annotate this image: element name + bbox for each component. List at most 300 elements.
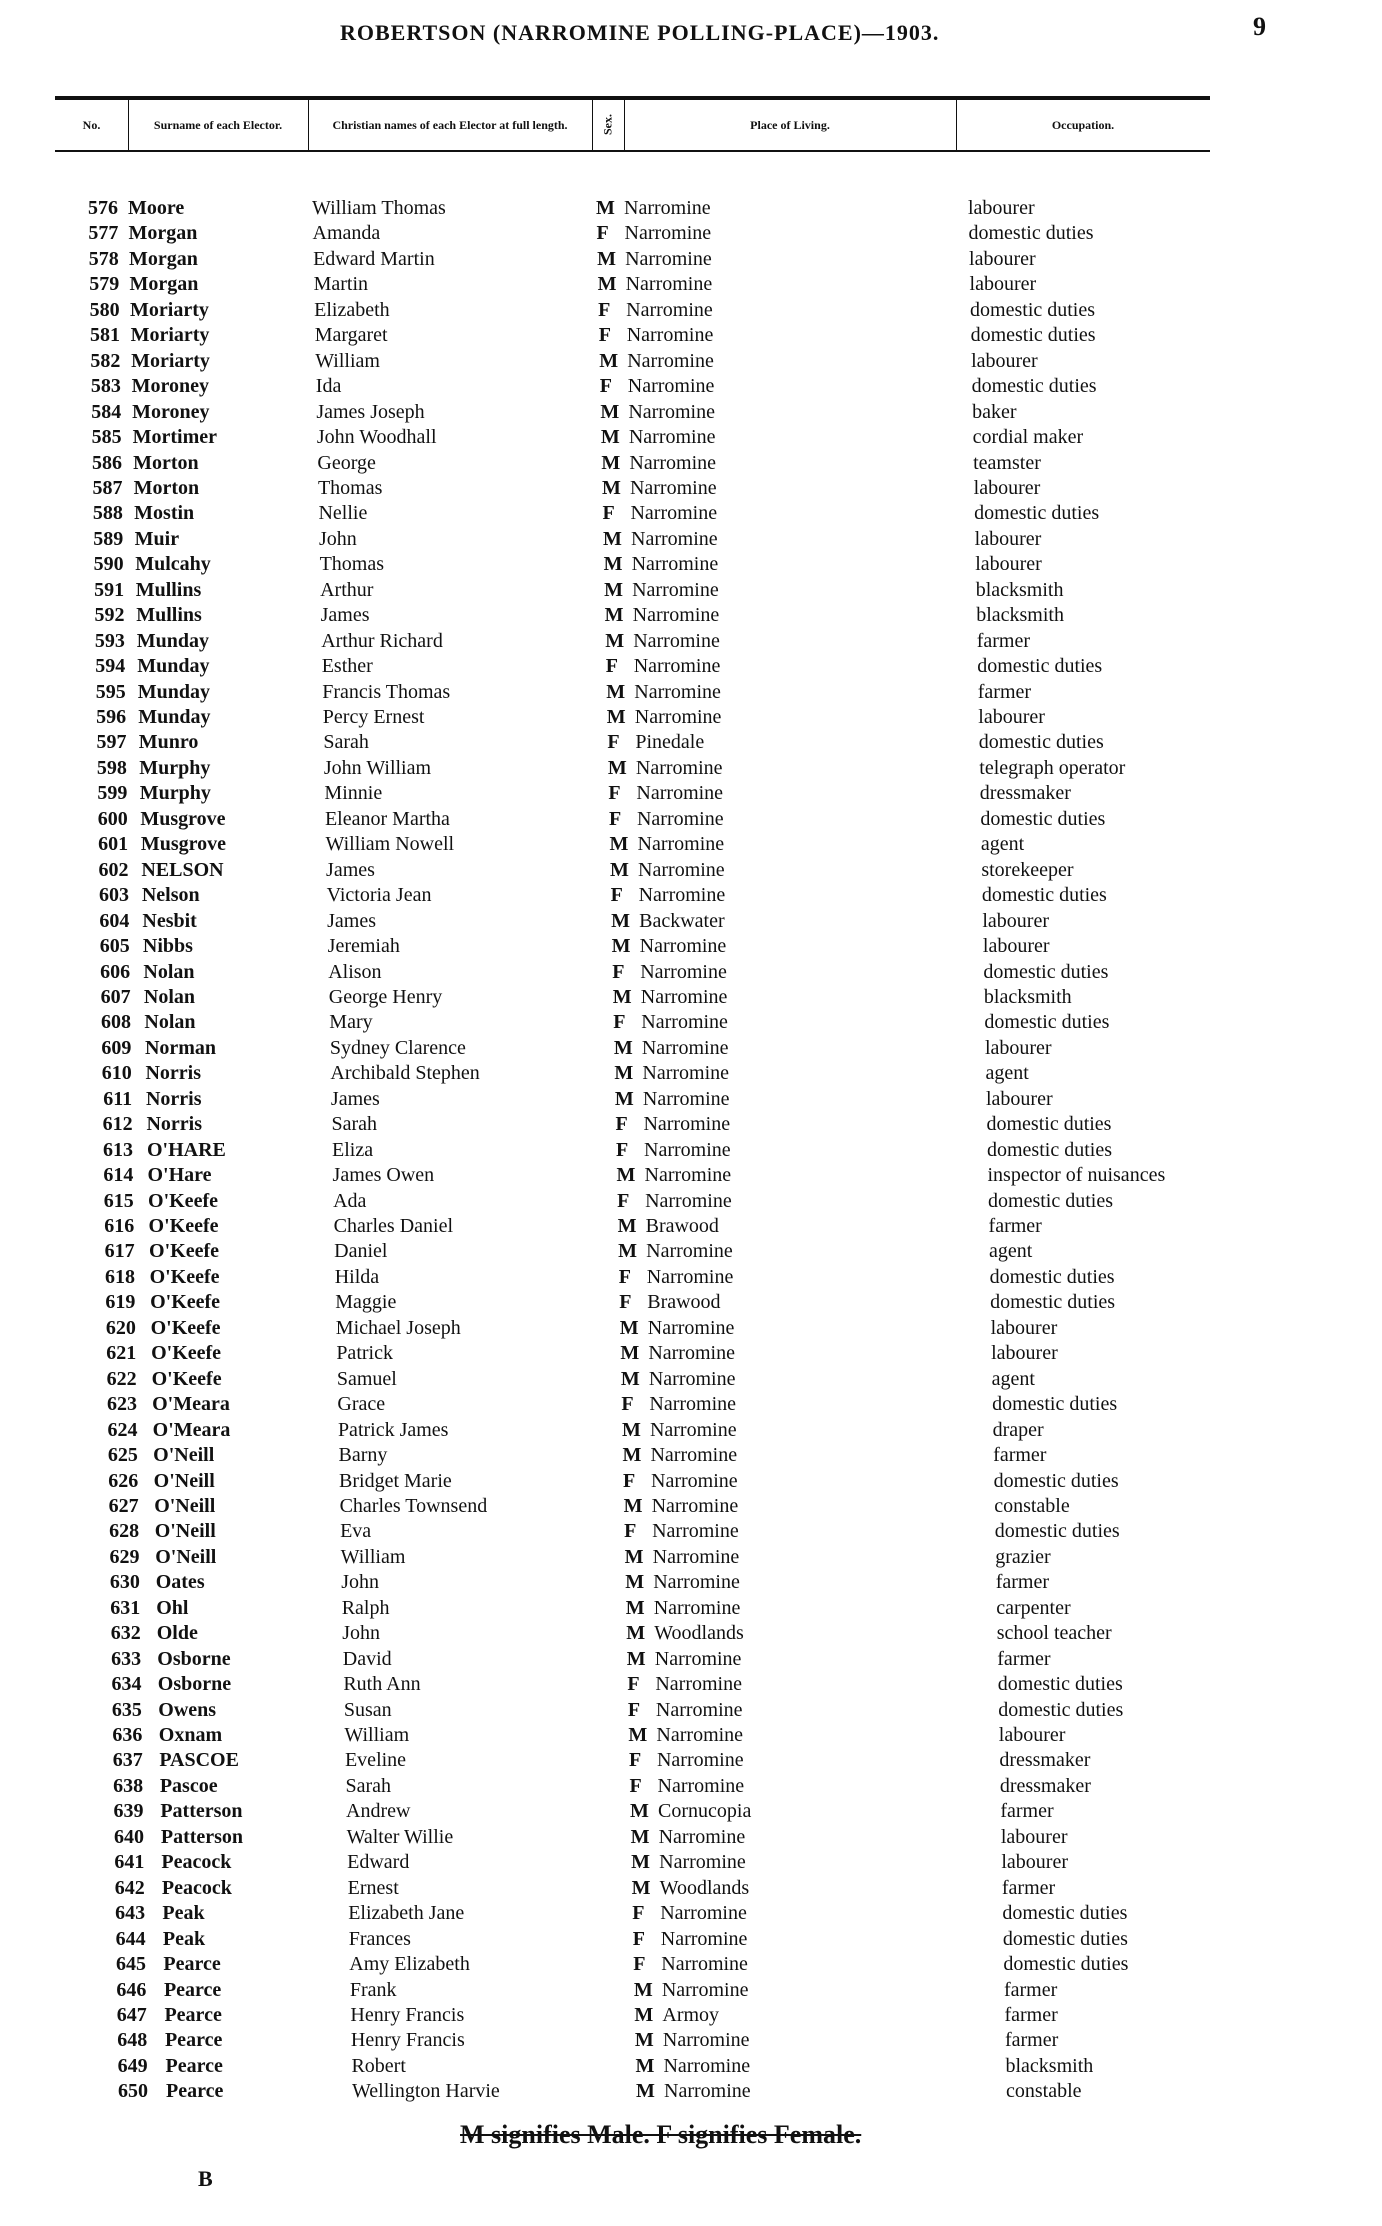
row-number: 580 — [89, 298, 120, 321]
row-christian-names: Hilda — [334, 1265, 380, 1288]
table-row — [0, 1469, 1382, 1494]
row-occupation: labourer — [991, 1342, 1058, 1365]
row-occupation: domestic duties — [1003, 1953, 1129, 1976]
row-occupation: blacksmith — [976, 604, 1064, 627]
row-place: Narromine — [625, 247, 712, 270]
row-place: Narromine — [651, 1494, 739, 1517]
table-row — [0, 1112, 1382, 1137]
row-occupation: domestic duties — [987, 1138, 1112, 1161]
row-place: Narromine — [639, 935, 727, 958]
column-divider — [624, 96, 625, 152]
row-surname: O'Keefe — [148, 1215, 219, 1237]
table-row — [0, 1010, 1382, 1035]
signature-letter: B — [198, 2166, 213, 2191]
row-number: 606 — [100, 960, 131, 983]
table-row — [0, 1545, 1382, 1570]
row-number: 583 — [90, 375, 121, 398]
row-place: Narromine — [652, 1520, 739, 1543]
row-surname: Norris — [145, 1062, 201, 1085]
row-number: 577 — [88, 222, 119, 245]
table-row — [0, 1570, 1382, 1595]
row-number: 639 — [113, 1800, 144, 1823]
row-surname: O'Neill — [153, 1469, 215, 1492]
row-christian-names: Grace — [337, 1393, 386, 1416]
row-number: 644 — [115, 1927, 146, 1950]
row-occupation: agent — [989, 1240, 1033, 1263]
row-number: 612 — [102, 1113, 133, 1136]
row-surname: Owens — [158, 1698, 217, 1721]
table-row — [0, 1596, 1382, 1621]
row-number: 578 — [88, 247, 119, 270]
row-place: Narromine — [637, 833, 725, 856]
row-surname: O'Neill — [153, 1444, 215, 1467]
row-occupation: agent — [980, 833, 1025, 856]
row-occupation: inspector of nuisances — [987, 1164, 1166, 1187]
table-row — [0, 1494, 1382, 1519]
row-occupation: domestic duties — [970, 298, 1096, 321]
row-surname: O'HARE — [147, 1138, 226, 1161]
row-occupation: farmer — [1000, 1800, 1054, 1823]
row-surname: O'Meara — [152, 1418, 231, 1441]
row-place: Narromine — [646, 1265, 734, 1288]
row-sex: M — [609, 833, 629, 856]
row-christian-names: Francis Thomas — [322, 680, 451, 703]
row-christian-names: Patrick — [336, 1342, 393, 1365]
column-divider — [308, 96, 309, 152]
row-christian-names: William — [344, 1724, 410, 1746]
table-row — [0, 629, 1382, 654]
row-place: Narromine — [661, 1978, 749, 2001]
row-surname: O'Neill — [155, 1545, 217, 1568]
row-occupation: agent — [991, 1367, 1035, 1390]
row-place: Narromine — [632, 604, 720, 627]
row-number: 579 — [89, 273, 120, 296]
row-christian-names: Ida — [315, 375, 342, 398]
row-number: 628 — [109, 1520, 140, 1543]
row-sex: M — [597, 247, 616, 270]
row-number: 581 — [90, 324, 121, 347]
column-divider — [592, 96, 593, 152]
row-number: 592 — [94, 604, 125, 627]
row-place: Narromine — [660, 1927, 748, 1950]
row-number: 631 — [110, 1596, 141, 1619]
row-sex: M — [596, 197, 615, 219]
table-row — [0, 552, 1382, 577]
row-occupation: domestic duties — [978, 731, 1104, 754]
row-sex: M — [601, 451, 621, 474]
row-place: Narromine — [640, 960, 727, 983]
row-surname: Nolan — [144, 1011, 196, 1034]
row-surname: Norman — [144, 1036, 217, 1059]
row-surname: Morgan — [128, 222, 198, 245]
table-row — [0, 1774, 1382, 1799]
table-row — [0, 1698, 1382, 1723]
row-place: Narromine — [651, 1469, 738, 1492]
row-number: 599 — [97, 782, 128, 805]
row-sex: F — [598, 298, 611, 321]
table-row — [0, 705, 1382, 730]
row-occupation: constable — [994, 1494, 1070, 1517]
row-christian-names: Edward — [347, 1851, 410, 1874]
row-surname: Nelson — [141, 884, 200, 907]
row-occupation: farmer — [997, 1647, 1051, 1670]
row-sex: M — [605, 629, 625, 652]
row-surname: O'Keefe — [148, 1189, 218, 1212]
row-place: Narromine — [653, 1596, 741, 1619]
row-occupation: labourer — [969, 247, 1036, 270]
table-row — [0, 2079, 1382, 2104]
row-occupation: domestic duties — [983, 960, 1109, 983]
row-number: 614 — [103, 1164, 134, 1187]
row-occupation: constable — [1006, 2080, 1082, 2103]
row-christian-names: Nellie — [318, 502, 368, 525]
row-place: Narromine — [636, 782, 724, 805]
row-place: Narromine — [648, 1342, 735, 1365]
row-occupation: labourer — [973, 476, 1041, 499]
row-occupation: domestic duties — [984, 1011, 1110, 1034]
row-place: Narromine — [653, 1571, 740, 1594]
row-christian-names: David — [342, 1647, 392, 1670]
row-surname: O'Keefe — [150, 1316, 221, 1339]
row-number: 610 — [101, 1062, 132, 1085]
table-row — [0, 1061, 1382, 1086]
row-christian-names: Edward Martin — [313, 247, 435, 270]
row-sex: F — [602, 502, 615, 525]
table-row — [0, 1087, 1382, 1112]
row-number: 598 — [96, 756, 127, 779]
row-number: 621 — [106, 1342, 137, 1365]
row-place: Narromine — [659, 1851, 746, 1874]
row-occupation: domestic duties — [989, 1265, 1115, 1288]
row-number: 633 — [111, 1647, 142, 1670]
row-place: Narromine — [647, 1316, 735, 1339]
table-row — [0, 1214, 1382, 1239]
row-surname: Morton — [133, 476, 200, 499]
table-row — [0, 196, 1382, 221]
table-row — [0, 1647, 1382, 1672]
row-place: Narromine — [638, 884, 726, 907]
row-christian-names: Amanda — [312, 222, 381, 245]
row-number: 590 — [93, 553, 124, 576]
row-christian-names: Thomas — [317, 476, 383, 499]
row-place: Narromine — [634, 706, 722, 728]
row-place: Narromine — [662, 2029, 750, 2052]
table-row — [0, 1748, 1382, 1773]
row-occupation: domestic duties — [970, 324, 1096, 347]
row-christian-names: Elizabeth Jane — [348, 1902, 465, 1925]
table-row — [0, 1367, 1382, 1392]
row-surname: Moroney — [132, 400, 210, 423]
row-place: Narromine — [658, 1825, 746, 1848]
row-surname: Moore — [128, 197, 185, 219]
row-surname: Nolan — [143, 960, 195, 983]
row-sex: M — [604, 578, 623, 601]
row-surname: Mullins — [136, 604, 202, 627]
row-place: Narromine — [657, 1774, 745, 1797]
table-row — [0, 1672, 1382, 1697]
row-surname: Mullins — [135, 578, 202, 601]
row-number: 637 — [112, 1749, 143, 1772]
table-row — [0, 654, 1382, 679]
row-christian-names: Barny — [338, 1444, 388, 1467]
row-sex: F — [596, 222, 609, 245]
row-place: Woodlands — [659, 1876, 750, 1899]
row-place: Narromine — [642, 1062, 730, 1085]
row-sex: F — [629, 1774, 642, 1797]
table-row — [0, 1825, 1382, 1850]
row-sex: F — [617, 1189, 630, 1212]
row-christian-names: Sarah — [331, 1113, 377, 1136]
row-occupation: blacksmith — [1005, 2054, 1094, 2077]
row-christian-names: Victoria Jean — [326, 884, 432, 907]
row-sex: F — [628, 1749, 642, 1772]
row-occupation: farmer — [1003, 1978, 1058, 2001]
row-surname: Morton — [133, 451, 199, 474]
row-sex: F — [607, 731, 620, 754]
row-occupation: labourer — [975, 553, 1042, 576]
row-number: 593 — [94, 629, 125, 652]
page-number: 9 — [1253, 12, 1266, 41]
row-occupation: farmer — [988, 1215, 1042, 1237]
row-sex: M — [621, 1418, 641, 1441]
row-surname: Oxnam — [158, 1724, 223, 1746]
column-divider — [128, 96, 129, 152]
row-sex: M — [626, 1622, 646, 1645]
table-row — [0, 1850, 1382, 1875]
table-row — [0, 1901, 1382, 1926]
row-occupation: farmer — [993, 1444, 1047, 1467]
row-occupation: labourer — [984, 1036, 1052, 1059]
row-number: 645 — [115, 1953, 146, 1976]
row-occupation: domestic duties — [974, 502, 1100, 525]
row-sex: M — [603, 527, 622, 550]
row-occupation: domestic duties — [988, 1189, 1113, 1212]
row-surname: Peacock — [161, 1876, 232, 1899]
row-occupation: farmer — [976, 629, 1031, 652]
row-surname: Moriarty — [130, 324, 210, 347]
row-sex: M — [620, 1342, 640, 1365]
row-number: 600 — [97, 807, 128, 830]
row-sex: M — [625, 1571, 645, 1594]
row-number: 595 — [95, 680, 126, 703]
row-place: Narromine — [650, 1444, 738, 1467]
row-christian-names: Alison — [328, 960, 382, 983]
row-occupation: teamster — [973, 451, 1041, 474]
row-christian-names: John — [319, 527, 357, 550]
row-number: 604 — [99, 909, 130, 932]
table-row — [0, 603, 1382, 628]
row-sex: M — [617, 1215, 637, 1237]
row-sex: F — [627, 1698, 641, 1721]
row-christian-names: James — [326, 858, 375, 881]
row-place: Narromine — [642, 1087, 730, 1110]
row-surname: Pearce — [163, 1978, 222, 2001]
row-christian-names: John Woodhall — [316, 426, 437, 449]
row-sex: M — [618, 1240, 638, 1263]
row-sex: M — [597, 273, 617, 296]
row-sex: M — [624, 1545, 644, 1568]
row-number: 649 — [117, 2054, 148, 2077]
row-sex: M — [611, 909, 631, 932]
table-row — [0, 1723, 1382, 1748]
row-christian-names: George — [317, 451, 376, 474]
table-row — [0, 247, 1382, 272]
row-place: Narromine — [641, 1011, 728, 1034]
row-place: Brawood — [645, 1215, 719, 1237]
row-surname: Munday — [137, 680, 210, 703]
row-surname: Moriarty — [130, 298, 209, 321]
table-row — [0, 1519, 1382, 1544]
row-occupation: domestic duties — [986, 1113, 1112, 1136]
row-surname: O'Keefe — [151, 1342, 222, 1365]
row-occupation: draper — [992, 1418, 1044, 1441]
row-occupation: domestic duties — [992, 1393, 1118, 1416]
row-occupation: grazier — [995, 1545, 1051, 1568]
table-row — [0, 960, 1382, 985]
row-occupation: domestic duties — [998, 1698, 1124, 1721]
column-header-christian-names: Christian names of each Elector at full length. — [332, 117, 568, 132]
row-sex: M — [614, 1062, 634, 1085]
row-place: Narromine — [635, 756, 723, 779]
table-row — [0, 756, 1382, 781]
table-row — [0, 1265, 1382, 1290]
row-christian-names: William — [340, 1545, 406, 1568]
row-occupation: farmer — [1001, 1876, 1056, 1899]
table-row — [0, 501, 1382, 526]
table-row — [0, 909, 1382, 934]
row-place: Narromine — [631, 553, 719, 576]
row-occupation: labourer — [1001, 1851, 1069, 1874]
row-place: Narromine — [633, 655, 721, 678]
row-number: 622 — [106, 1367, 137, 1390]
row-christian-names: Charles Daniel — [333, 1215, 454, 1237]
row-occupation: labourer — [982, 935, 1050, 958]
row-christian-names: Ernest — [347, 1876, 399, 1899]
table-row — [0, 1290, 1382, 1315]
row-number: 650 — [118, 2080, 148, 2103]
row-christian-names: James Joseph — [316, 400, 425, 423]
row-christian-names: Frank — [349, 1978, 397, 2001]
row-occupation: blacksmith — [975, 578, 1064, 601]
row-sex: M — [616, 1164, 636, 1187]
row-christian-names: Robert — [351, 2054, 406, 2077]
row-surname: Mortimer — [132, 426, 217, 449]
row-number: 636 — [112, 1724, 143, 1746]
row-occupation: carpenter — [996, 1596, 1071, 1619]
row-place: Narromine — [632, 578, 719, 601]
row-christian-names: John — [342, 1622, 381, 1645]
row-place: Armoy — [662, 2003, 720, 2026]
row-sex: F — [615, 1113, 628, 1136]
row-number: 647 — [116, 2003, 147, 2026]
row-surname: Patterson — [160, 1825, 244, 1848]
row-christian-names: Patrick James — [337, 1418, 449, 1441]
row-surname: O'Keefe — [149, 1265, 220, 1288]
row-occupation: labourer — [978, 706, 1045, 728]
row-sex: F — [608, 807, 622, 830]
row-sex: M — [619, 1316, 639, 1339]
row-occupation: dressmaker — [999, 1749, 1091, 1772]
row-occupation: labourer — [1000, 1825, 1068, 1848]
row-place: Narromine — [631, 527, 718, 550]
row-christian-names: Margaret — [314, 324, 388, 347]
row-christian-names: Mary — [329, 1011, 373, 1034]
row-christian-names: James — [320, 604, 370, 627]
row-number: 617 — [104, 1240, 135, 1263]
column-divider — [956, 96, 957, 152]
row-christian-names: Minnie — [324, 782, 383, 805]
table-row — [0, 1621, 1382, 1646]
table-row — [0, 1138, 1382, 1163]
table-row — [0, 680, 1382, 705]
row-place: Narromine — [626, 298, 713, 321]
row-occupation: dressmaker — [979, 782, 1071, 805]
row-christian-names: Percy Ernest — [322, 706, 425, 728]
row-occupation: farmer — [977, 680, 1032, 703]
row-surname: Morgan — [129, 273, 199, 296]
row-sex: M — [630, 1800, 649, 1823]
table-row — [0, 985, 1382, 1010]
header-bottom-rule — [55, 150, 1210, 152]
row-sex: M — [600, 400, 620, 423]
row-occupation: labourer — [971, 349, 1038, 372]
row-surname: Norris — [145, 1087, 202, 1110]
row-place: Narromine — [636, 807, 724, 830]
table-row — [0, 1876, 1382, 1901]
row-occupation: dressmaker — [999, 1774, 1091, 1797]
row-occupation: farmer — [1004, 2029, 1059, 2052]
row-surname: O'Neill — [154, 1520, 216, 1543]
row-sex: F — [619, 1291, 632, 1314]
row-surname: Peak — [162, 1927, 206, 1950]
table-row — [0, 1341, 1382, 1366]
table-row — [0, 298, 1382, 323]
row-place: Brawood — [647, 1291, 721, 1314]
table-row — [0, 221, 1382, 246]
row-christian-names: James — [330, 1087, 380, 1110]
row-place: Narromine — [646, 1240, 733, 1263]
row-occupation: labourer — [990, 1316, 1058, 1339]
row-number: 576 — [88, 197, 118, 219]
row-christian-names: Henry Francis — [350, 2029, 465, 2052]
row-place: Narromine — [652, 1545, 740, 1568]
row-sex: F — [627, 1673, 640, 1696]
row-sex: M — [633, 1978, 653, 2001]
row-christian-names: Martin — [313, 273, 369, 296]
row-number: 635 — [111, 1698, 142, 1721]
row-surname: Morgan — [129, 247, 198, 270]
row-surname: Musgrove — [140, 807, 226, 830]
row-number: 629 — [109, 1545, 140, 1568]
table-row — [0, 1239, 1382, 1264]
row-place: Narromine — [656, 1724, 744, 1746]
table-row — [0, 730, 1382, 755]
row-surname: Muir — [134, 527, 180, 550]
row-place: Narromine — [624, 222, 712, 245]
row-occupation: domestic duties — [971, 375, 1097, 398]
row-place: Narromine — [629, 476, 717, 499]
table-row — [0, 1927, 1382, 1952]
row-sex: F — [618, 1265, 631, 1288]
row-surname: Pearce — [164, 2029, 223, 2052]
row-surname: Peak — [162, 1902, 205, 1925]
row-surname: Munro — [138, 731, 199, 754]
table-row — [0, 807, 1382, 832]
row-sex: F — [599, 375, 612, 398]
row-christian-names: John — [341, 1571, 379, 1594]
row-christian-names: Bridget Marie — [339, 1469, 452, 1492]
row-christian-names: Ruth Ann — [343, 1673, 421, 1696]
